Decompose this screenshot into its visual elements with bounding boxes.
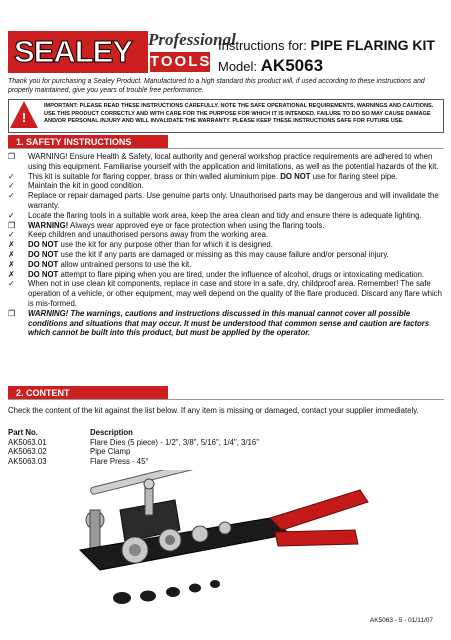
safety-text-lead: Keep children and unauthorised persons away from the working area.: [28, 230, 269, 240]
parts-table: [8, 428, 259, 466]
safety-text-emphasis: DO NOT: [28, 240, 59, 250]
content-intro-text: Check the content of the kit against the list below. If any item is missing or damaged, contact your supplier immediately.: [8, 406, 419, 415]
safety-item: [8, 240, 444, 250]
safety-item: [8, 211, 444, 221]
safety-item-text: [28, 260, 444, 270]
col-part-no: Part No.: [8, 428, 38, 437]
safety-text-emphasis: WARNING!: [28, 220, 69, 230]
bullet-mark-icon: ✓: [8, 191, 15, 201]
col-description: Description: [90, 428, 133, 437]
safety-item: [8, 260, 444, 270]
safety-text-rest: attempt to flare piping when you are tired, under the influence of alcohol, drugs or intoxicating medication.: [58, 269, 425, 279]
model-label: Model:: [218, 59, 258, 74]
safety-item-text: [28, 181, 444, 191]
final-warning-item: [8, 309, 444, 338]
important-notice-text: IMPORTANT: PLEASE READ THESE INSTRUCTIONS CAREFULLY. NOTE THE SAFE OPERATIONAL REQUIREMENTS, WARNINGS AND CAUTIONS. USE THIS PRODUCT CORRECTLY AND WITH CARE FOR THE PURPOSE FOR WHICH IT IS INTENDED. FAILURE TO DO SO MAY CAUSE DAMAGE AND/OR PERSONAL INJURY AND WILL INVALIDATE THE WARRANTY. PLEASE KEEP THESE INSTRUCTIONS SAFE FOR FUTURE USE.: [44, 103, 434, 124]
safety-item-text: [28, 211, 444, 221]
table-row: [8, 457, 259, 467]
bullet-mark-icon: ❒: [8, 152, 16, 161]
safety-item-text: [28, 250, 444, 260]
safety-text-lead: Replace or repair damaged parts. Use genuine parts only. Unauthorised parts may be dangerous and will invalidate the warranty.: [28, 191, 439, 210]
bullet-mark-icon: ✗: [8, 249, 15, 259]
parts-table-header: [8, 428, 259, 438]
intro-paragraph: Thank you for purchasing a Sealey Product. Manufactured to a high standard this product will, if used according to these instructions and properly maintained, give you years of trouble free performance.: [8, 78, 425, 94]
safety-text-emphasis: DO NOT: [28, 269, 59, 279]
safety-item: [8, 279, 444, 308]
safety-text-rest: use for flaring steel pipe.: [310, 171, 398, 181]
safety-item: [8, 181, 444, 191]
sealey-logo-text: SEALEY: [14, 34, 133, 69]
safety-item-text: [28, 172, 444, 182]
safety-item: [8, 172, 444, 182]
safety-item-text: [28, 152, 444, 172]
red-handles: [270, 490, 368, 546]
flare-dies: [113, 580, 220, 604]
bullet-mark-icon: ❒: [8, 220, 16, 230]
table-row: [8, 447, 259, 457]
content-section-heading: 2. CONTENT: [8, 386, 168, 400]
safety-text-lead: Maintain the kit in good condition.: [28, 181, 144, 191]
exclamation-icon: !: [21, 110, 27, 125]
professional-script-logo: Professional: [148, 30, 236, 49]
product-title: PIPE FLARING KIT: [310, 37, 435, 53]
bullet-mark-icon: ✗: [8, 259, 15, 269]
table-row: [8, 438, 259, 448]
bullet-mark-icon: ✓: [8, 230, 15, 240]
part-number-cell: AK5063.02: [8, 447, 47, 457]
safety-text-lead: Locate the flaring tools in a suitable work area, keep the area clean and tidy and ensure there is adequate lighting.: [28, 210, 422, 220]
bullet-mark-icon: ✓: [8, 171, 15, 181]
safety-item-text: [28, 221, 444, 231]
safety-item-text: [28, 270, 444, 280]
bullet-mark-icon: ✗: [8, 269, 15, 279]
sealey-logo: [8, 31, 148, 73]
flaring-kit-illustration: [60, 470, 380, 610]
tools-logo-badge: TOOLS: [150, 53, 212, 70]
section-divider: [8, 148, 444, 149]
description-cell: Pipe Clamp: [90, 447, 131, 457]
safety-instructions-list: [8, 152, 444, 338]
safety-item-text: [28, 191, 444, 211]
instructions-title-line: [218, 37, 435, 53]
pipe-clamp: [80, 518, 290, 570]
bullet-mark-icon: ✓: [8, 279, 15, 289]
safety-item-text: [28, 230, 444, 240]
safety-text-lead: WARNING! Ensure Health & Safety, local authority and general workshop practice requirements are adhered to when using this equipment. Familiarise yourself with the application and limitations, as well as the potential hazards of the kit.: [28, 152, 439, 171]
safety-item-text: [28, 240, 444, 250]
safety-text-emphasis: DO NOT: [28, 259, 59, 269]
safety-text-rest: use the kit for any purpose other than for which it is designed.: [58, 240, 273, 250]
safety-item: [8, 270, 444, 280]
safety-section-heading: 1. SAFETY INSTRUCTIONS: [8, 135, 168, 149]
safety-text-emphasis: DO NOT: [28, 249, 59, 259]
bullet-mark-icon: ✓: [8, 210, 15, 220]
safety-text-rest: Always wear approved eye or face protection when using the flaring tools.: [68, 220, 325, 230]
safety-text-rest: allow untrained persons to use the kit.: [58, 259, 192, 269]
safety-text-lead: This kit is suitable for flaring copper, brass or thin walled aluminium pipe.: [28, 171, 281, 181]
part-number-cell: AK5063.01: [8, 437, 47, 447]
bullet-mark-icon: ✓: [8, 181, 15, 191]
description-cell: Flare Dies (5 piece) - 1/2", 3/8", 5/16", 1/4", 3/16": [90, 437, 259, 447]
page-footer: AK5063 - 5 - 01/11/07: [369, 617, 433, 624]
bullet-mark-icon: ✗: [8, 240, 15, 250]
final-warning-text: WARNING! The warnings, cautions and instructions discussed in this manual cannot cover all possible conditions and situations that may occur. It must be understood that common sense and caution are factors which cannot be built into this product, but must be applied by the operator.: [28, 308, 430, 338]
safety-text-lead: When not in use clean kit components, replace in case and store in a safe, dry, childproof area. Remember! The safe operation of a vehicle, or other equipment, may well depend on the quality of the flare produced. Discard any flare which is mis-formed.: [28, 279, 442, 308]
bullet-mark-icon: ❒: [8, 308, 16, 318]
safety-text-rest: use the kit if any parts are damaged or missing as this may cause failure and/or personal injury.: [58, 249, 389, 259]
section-divider: [8, 399, 444, 400]
safety-item: [8, 250, 444, 260]
safety-text-emphasis: DO NOT: [280, 171, 311, 181]
safety-item-text: [28, 279, 444, 308]
safety-item: [8, 152, 444, 172]
model-number: AK5063: [260, 56, 324, 75]
model-line: [218, 56, 323, 76]
description-cell: Flare Press - 45°: [90, 456, 149, 466]
safety-item: [8, 230, 444, 240]
safety-item: [8, 191, 444, 211]
instructions-label: Instructions for:: [218, 38, 307, 53]
safety-item: [8, 221, 444, 231]
part-number-cell: AK5063.03: [8, 456, 47, 466]
